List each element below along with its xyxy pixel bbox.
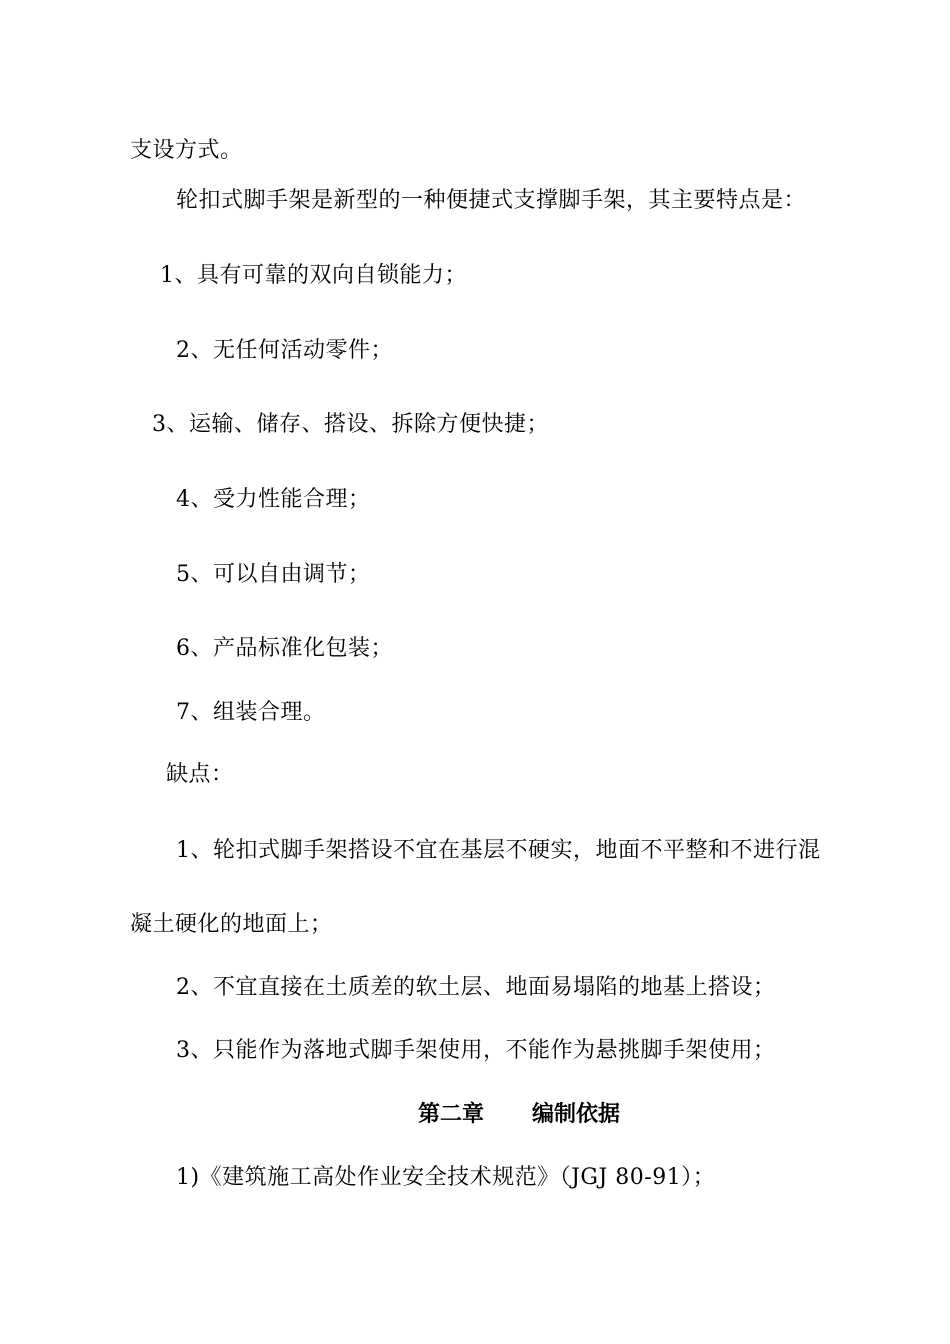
drawback-item-1-continued: 凝土硬化的地面上； [130,912,333,937]
feature-item-6: 6、产品标准化包装； [176,636,393,661]
chapter-title: 编制依据 [532,1102,621,1127]
reference-item-1: 1)《建筑施工高处作业安全技术规范》（JGJ 80-91）； [176,1165,716,1190]
chapter-number: 第二章 [418,1102,485,1127]
feature-item-7: 7、组装合理。 [176,700,326,725]
drawback-item-1: 1、轮扣式脚手架搭设不宜在基层不硬实，地面不平整和不进行混 [176,838,821,863]
feature-item-5: 5、可以自由调节； [176,562,371,587]
drawback-item-3: 3、只能作为落地式脚手架使用，不能作为悬挑脚手架使用； [176,1038,776,1063]
chapter-heading [418,1100,620,1130]
text-line-intro: 轮扣式脚手架是新型的一种便捷式支撑脚手架，其主要特点是： [176,188,807,213]
feature-item-4: 4、受力性能合理； [176,487,371,512]
drawback-item-2: 2、不宜直接在土质差的软土层、地面易塌陷的地基上搭设； [176,975,776,1000]
feature-item-3: 3、运输、储存、搭设、拆除方便快捷； [152,412,549,437]
text-line-continuation: 支设方式。 [130,138,243,163]
feature-item-1: 1、具有可靠的双向自锁能力； [160,263,467,288]
drawbacks-label: 缺点： [166,762,234,787]
feature-item-2: 2、无任何活动零件； [176,338,393,363]
